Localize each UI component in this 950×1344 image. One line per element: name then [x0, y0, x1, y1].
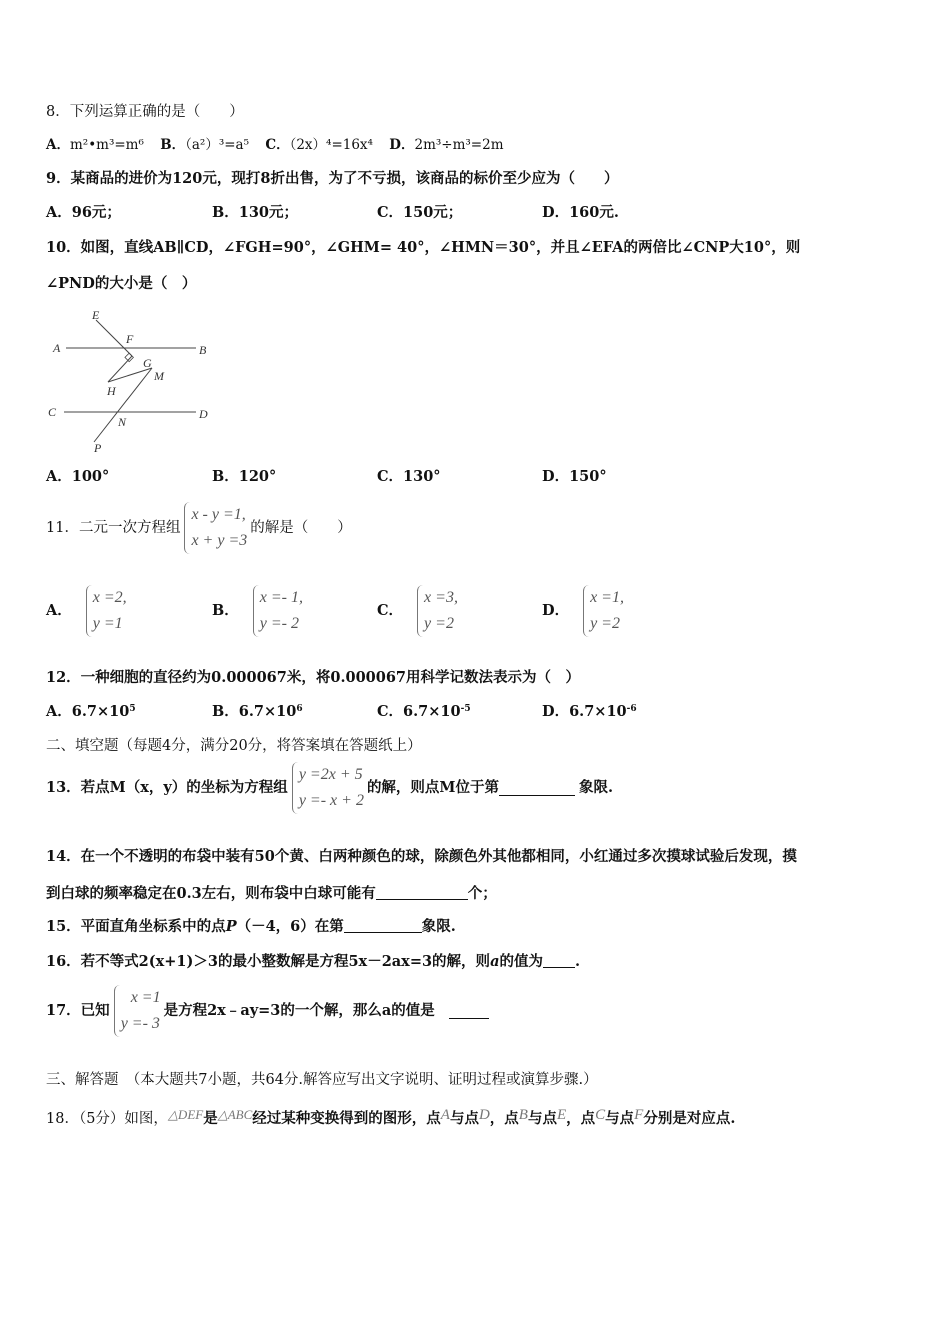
q17-equation-system — [114, 985, 161, 1037]
q11-option-a-label: A． — [46, 602, 72, 619]
q11-option-a-x: x =2, — [92, 589, 127, 606]
q11-option-b-label: B． — [212, 602, 239, 619]
q13-suffix-a: 的解，则点M位于第 — [366, 779, 499, 796]
q18-w5: 与点 — [605, 1110, 635, 1127]
q11-option-c-y: y =2 — [424, 615, 454, 632]
q11-option-b-y: y =- 2 — [259, 615, 299, 632]
q12-option-a — [46, 701, 136, 723]
q13-answer-blank[interactable] — [499, 781, 575, 796]
q11-option-c — [377, 583, 461, 639]
q8-option-d: 2m³÷m³=2m — [414, 137, 504, 153]
label-g: G — [143, 356, 152, 370]
q12-option-b-base: B．6.7×10 — [212, 703, 297, 720]
q11-eq1: x - y =1, — [191, 506, 246, 523]
section-2-heading: 二、填空题（每题4分，满分20分，将答案填在答题纸上） — [46, 738, 422, 754]
q18-point-d: D — [478, 1107, 490, 1123]
q12-option-b — [212, 701, 303, 723]
q12-stem: 12．一种细胞的直径约为0.000067米，将0.000067用科学记数法表示为（ ） — [46, 669, 581, 686]
q12-option-c-base: C．6.7×10 — [377, 703, 461, 720]
q9-option-a: A．96元； — [46, 204, 121, 221]
q11-prefix: 11．二元一次方程组 — [46, 520, 181, 536]
q11-option-a-y: y =1 — [92, 615, 123, 632]
q8-stem: 8．下列运算正确的是（ ） — [46, 104, 244, 120]
q8-options — [46, 134, 504, 156]
q14-line2-b: 个； — [467, 885, 497, 902]
q12-option-a-exp: 5 — [129, 704, 136, 714]
label-e: E — [92, 308, 100, 322]
q16-var: a — [490, 953, 500, 970]
label-m: M — [154, 369, 164, 383]
label-h: H — [107, 384, 116, 398]
q16-text-a: 16．若不等式2(x+1)＞3的最小整数解是方程5x－2ax=3的解，则 — [46, 953, 491, 970]
q15-stem — [46, 916, 456, 938]
q18-stem — [46, 1104, 735, 1130]
q17-eq2: y =- 3 — [120, 1015, 160, 1032]
q15-coords: （－4，6）在第 — [236, 918, 344, 935]
line-mp — [94, 368, 152, 442]
q11-suffix: 的解是（ ） — [250, 520, 352, 536]
q13-suffix-b: 象限. — [579, 779, 614, 796]
q18-end: 分别是对应点. — [643, 1110, 736, 1127]
q10-stem-line1: 10．如图，直线AB∥CD，∠FGH=90°，∠GHM= 40°，∠HMN＝30°，并且∠EFA的两倍比∠CNP大10°，则 — [46, 239, 801, 256]
q16-stem — [46, 951, 580, 973]
q11-stem — [46, 500, 352, 556]
q8-option-a: m²•m³=m⁶ — [69, 137, 144, 153]
q11-option-a-system — [86, 585, 127, 637]
q12-option-d-base: D．6.7×10 — [542, 703, 627, 720]
q15-answer-blank[interactable] — [344, 918, 422, 933]
label-a: A — [53, 341, 61, 355]
q10-stem-line2: ∠PND的大小是（ ） — [46, 275, 197, 292]
q14-line2 — [46, 883, 497, 905]
q11-option-d — [542, 583, 627, 639]
q11-equation-system — [184, 502, 247, 554]
label-p: P — [94, 441, 102, 454]
q11-option-b — [212, 583, 306, 639]
q17-suffix: 是方程2x﹣ay=3的一个解，那么a的值是 — [163, 1002, 435, 1019]
q11-option-b-system — [253, 585, 303, 637]
q12-option-a-base: A．6.7×10 — [46, 703, 130, 720]
q18-w3: 与点 — [527, 1110, 557, 1127]
q18-triangle-abc: △ABC — [217, 1107, 253, 1122]
q18-point-b: B — [518, 1107, 528, 1123]
q14-answer-blank[interactable] — [376, 885, 468, 900]
q13-eq2: y =- x + 2 — [298, 792, 364, 809]
q13-equation-system — [292, 762, 364, 814]
q13-eq1: y =2x + 5 — [298, 766, 363, 783]
q11-option-d-x: x =1, — [590, 589, 624, 606]
q12-option-d — [542, 701, 637, 723]
q16-text-b: 的值为 — [499, 953, 543, 970]
q15-prefix: 15．平面直角坐标系中的点 — [46, 918, 226, 935]
q16-answer-blank[interactable] — [543, 953, 575, 968]
q12-option-b-exp: 6 — [296, 704, 303, 714]
q10-geometry-figure — [44, 304, 224, 454]
q10-option-d: D．150° — [542, 468, 607, 485]
q14-line2-a: 到白球的频率稳定在0.3左右，则布袋中白球可能有 — [46, 885, 376, 902]
q18-point-f: F — [634, 1107, 644, 1123]
q18-point-a: A — [440, 1107, 450, 1123]
q16-end: . — [574, 953, 581, 970]
q11-option-b-x: x =- 1, — [259, 589, 303, 606]
q18-w1: 与点 — [449, 1110, 479, 1127]
q11-option-c-system — [417, 585, 458, 637]
q11-option-d-label: D． — [542, 602, 570, 619]
label-n: N — [118, 415, 127, 429]
q18-triangle-def: △DEF — [167, 1107, 204, 1122]
section-3-heading: 三、解答题 （本大题共7小题，共64分.解答应写出文字说明、证明过程或演算步骤.） — [46, 1072, 598, 1088]
q17-prefix: 17．已知 — [46, 1002, 110, 1019]
label-c: C — [48, 405, 57, 419]
label-b: B — [199, 343, 207, 357]
q11-option-a — [46, 583, 130, 639]
q14-line1: 14．在一个不透明的布袋中装有50个黄、白两种颜色的球，除颜色外其他都相同，小红通过多次摸球试验后发现，摸 — [46, 848, 797, 865]
q8-option-d-label: D． — [389, 137, 415, 153]
q15-point: P — [225, 918, 237, 935]
q18-prefix: 18．（5分）如图， — [46, 1111, 168, 1127]
q15-suffix: 象限. — [421, 918, 456, 935]
q12-option-c — [377, 701, 471, 723]
q9-option-d: D．160元. — [542, 204, 619, 221]
q17-stem — [46, 983, 489, 1039]
q9-option-c: C．150元； — [377, 204, 463, 221]
q8-option-c-label: C． — [265, 137, 290, 153]
label-d: D — [199, 407, 208, 421]
q11-option-c-x: x =3, — [424, 589, 458, 606]
q11-option-d-system — [583, 585, 624, 637]
q17-answer-blank[interactable] — [449, 1004, 489, 1019]
q18-w4: ，点 — [566, 1110, 596, 1127]
q12-option-c-exp: -5 — [460, 704, 471, 714]
q18-mid1: 是 — [203, 1110, 218, 1127]
q10-option-c: C．130° — [377, 468, 441, 485]
right-angle-mark — [125, 353, 133, 361]
q11-option-c-label: C． — [377, 602, 404, 619]
q10-option-b: B．120° — [212, 468, 277, 485]
q18-point-e: E — [556, 1107, 567, 1123]
q12-option-d-exp: -6 — [626, 704, 637, 714]
q11-eq2: x + y =3 — [191, 532, 248, 549]
q8-option-c: （2x）⁴=16x⁴ — [289, 137, 373, 153]
q18-w2: ，点 — [489, 1110, 519, 1127]
q8-option-a-label: A． — [46, 137, 70, 153]
q13-prefix: 13．若点M（x，y）的坐标为方程组 — [46, 779, 288, 796]
q9-stem: 9．某商品的进价为120元，现打8折出售，为了不亏损，该商品的标价至少应为（ ） — [46, 170, 619, 187]
label-f: F — [126, 332, 134, 346]
q18-mid2: 经过某种变换得到的图形，点 — [252, 1110, 441, 1127]
q8-option-b: （a²）³=a⁵ — [185, 137, 250, 153]
q11-option-d-y: y =2 — [590, 615, 620, 632]
q9-option-b: B．130元； — [212, 204, 299, 221]
q8-option-b-label: B． — [160, 137, 186, 153]
q17-eq1: x =1 — [130, 989, 161, 1006]
q13-stem — [46, 760, 613, 816]
q10-option-a: A．100° — [46, 468, 110, 485]
q18-point-c: C — [595, 1107, 606, 1123]
